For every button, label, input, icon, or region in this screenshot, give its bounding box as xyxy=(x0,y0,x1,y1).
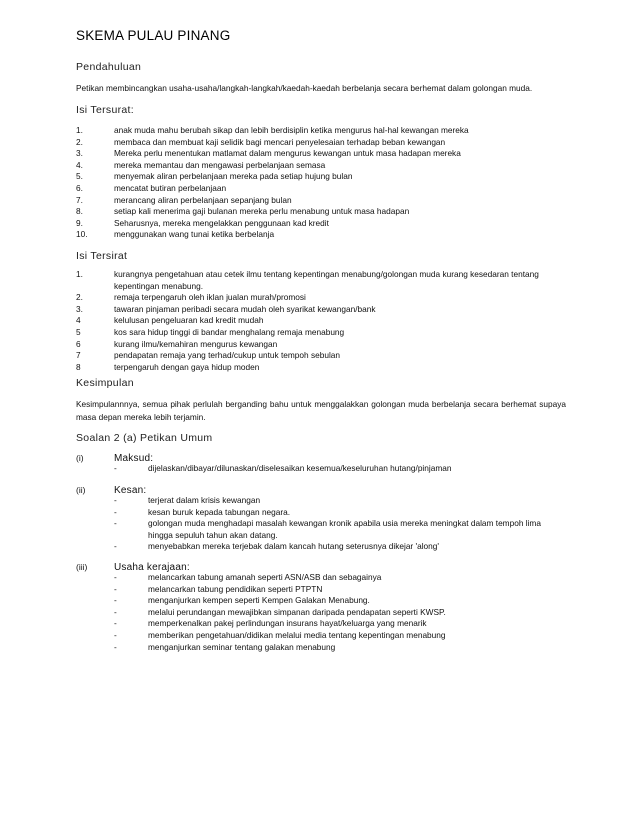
list-item xyxy=(76,183,566,195)
list-item xyxy=(76,206,566,218)
bullet-dash: - xyxy=(114,618,117,629)
list-item xyxy=(114,595,566,607)
list-item xyxy=(114,618,566,630)
list-item xyxy=(76,137,566,149)
item-text: tawaran pinjaman peribadi secara mudah oleh syarikat kewangan/bank xyxy=(114,303,376,314)
soalan-section-usaha-kerajaan xyxy=(76,562,566,662)
item-text: golongan muda menghadapi masalah kewangan kronik apabila usia mereka meningkat dalam tempoh lima hingga sepuluh tahun akan datang. xyxy=(148,518,541,540)
list-item xyxy=(76,229,566,241)
list-item xyxy=(76,350,566,362)
item-text: kurangnya pengetahuan atau cetek ilmu tentang kepentingan menabung/golongan muda kurang kesedaran tentang kepentingan menabung. xyxy=(114,269,539,291)
item-text: anak muda mahu berubah sikap dan lebih berdisiplin ketika mengurus hal-hal kewangan mereka xyxy=(114,125,469,135)
list-item xyxy=(76,315,566,327)
list-item xyxy=(114,584,566,596)
list-item xyxy=(114,572,566,584)
item-text: pendapatan remaja yang terhad/cukup untuk tempoh sebulan xyxy=(114,350,341,361)
item-number: 7. xyxy=(76,194,83,205)
item-text: Mereka perlu menentukan matlamat dalam mengurus kewangan untuk masa hadapan mereka xyxy=(114,148,461,159)
section-label: (iii) xyxy=(76,562,88,572)
item-text: memperkenalkan pakej perlindungan insurans hayat/keluarga yang menarik xyxy=(148,618,427,629)
soalan-heading: Soalan 2 (a) Petikan Umum xyxy=(76,432,213,444)
list-item xyxy=(76,269,566,292)
item-number: 5. xyxy=(76,171,83,182)
item-text: setiap kali menerima gaji bulanan mereka perlu menabung untuk masa hadapan xyxy=(114,206,410,217)
soalan-section-kesan xyxy=(76,485,566,555)
list-item xyxy=(76,292,566,304)
item-text: kesan buruk kepada tabungan negara. xyxy=(148,506,291,517)
item-number: 3. xyxy=(76,303,83,314)
soalan-section-maksud xyxy=(76,453,566,483)
item-text: menganjurkan seminar tentang galakan menabung xyxy=(148,641,336,652)
section-title: Maksud: xyxy=(114,453,154,464)
section-title: Usaha kerajaan: xyxy=(114,562,190,573)
item-number: 8 xyxy=(76,361,81,372)
section-items xyxy=(114,572,566,653)
list-item xyxy=(76,160,566,172)
list-item xyxy=(76,362,566,374)
list-item xyxy=(114,642,566,654)
page-title: SKEMA PULAU PINANG xyxy=(76,28,231,43)
section-label: (i) xyxy=(76,453,84,463)
item-number: 7 xyxy=(76,350,81,361)
item-text: Seharusnya, mereka mengelakkan penggunaan kad kredit xyxy=(114,217,329,228)
item-number: 1. xyxy=(76,269,83,279)
list-item xyxy=(76,339,566,351)
bullet-dash: - xyxy=(114,518,117,529)
item-text: menyebabkan mereka terjebak dalam kancah hutang seterusnya dikejar 'along' xyxy=(148,541,439,552)
isi-tersirat-list xyxy=(76,269,566,373)
item-number: 4 xyxy=(76,315,81,326)
item-text: mencatat butiran perbelanjaan xyxy=(114,182,227,193)
list-item xyxy=(114,630,566,642)
item-text: membaca dan membuat kaji selidik bagi mencari penyelesaian terhadap beban kewangan xyxy=(114,136,446,147)
item-number: 6 xyxy=(76,338,81,349)
isi-tersurat-heading: Isi Tersurat: xyxy=(76,104,134,116)
item-number: 3. xyxy=(76,148,83,159)
list-item xyxy=(114,607,566,619)
item-text: memberikan pengetahuan/didikan melalui media tentang kepentingan menabung xyxy=(148,629,446,640)
list-item xyxy=(114,518,566,541)
item-number: 9. xyxy=(76,217,83,228)
item-text: kos sara hidup tinggi di bandar menghalang remaja menabung xyxy=(114,326,345,337)
item-text: terjerat dalam krisis kewangan xyxy=(148,495,261,505)
bullet-dash: - xyxy=(114,629,117,640)
bullet-dash: - xyxy=(114,583,117,594)
item-number: 8. xyxy=(76,206,83,217)
section-items xyxy=(114,463,566,475)
list-item xyxy=(76,171,566,183)
list-item xyxy=(76,195,566,207)
item-number: 6. xyxy=(76,182,83,193)
item-text: mereka memantau dan mengawasi perbelanjaan semasa xyxy=(114,159,326,170)
pendahuluan-heading: Pendahuluan xyxy=(76,61,142,73)
item-text: melancarkan tabung amanah seperti ASN/ASB dan sebagainya xyxy=(148,572,382,582)
item-text: kelulusan pengeluaran kad kredit mudah xyxy=(114,315,264,326)
bullet-dash: - xyxy=(114,463,117,473)
section-title: Kesan: xyxy=(114,485,147,496)
item-text: menyemak aliran perbelanjaan mereka pada setiap hujung bulan xyxy=(114,171,353,182)
list-item xyxy=(114,463,566,475)
item-text: menganjurkan kempen seperti Kempen Galakan Menabung. xyxy=(148,595,370,606)
item-text: dijelaskan/dibayar/dilunaskan/diselesaikan kesemua/keseluruhan hutang/pinjaman xyxy=(148,463,452,473)
item-text: menggunakan wang tunai ketika berbelanja xyxy=(114,229,275,240)
item-text: melancarkan tabung pendidikan seperti PTPTN xyxy=(148,583,323,594)
item-number: 10. xyxy=(76,229,88,240)
item-text: merancang aliran perbelanjaan sepanjang bulan xyxy=(114,194,292,205)
item-number: 2. xyxy=(76,136,83,147)
list-item xyxy=(114,495,566,507)
isi-tersurat-list xyxy=(76,125,566,241)
item-number: 5 xyxy=(76,326,81,337)
list-item xyxy=(76,148,566,160)
isi-tersirat-heading: Isi Tersirat xyxy=(76,250,128,262)
item-number: 2. xyxy=(76,292,83,303)
item-text: melalui perundangan mewajibkan simpanan daripada pendapatan seperti KWSP. xyxy=(148,606,446,617)
kesimpulan-text: Kesimpulannnya, semua pihak perlulah berganding bahu untuk menggalakkan golongan muda berbelanja secara berhemat supaya masa depan mereka lebih terjamin. xyxy=(76,399,566,422)
section-label: (ii) xyxy=(76,485,86,495)
item-text: kurang ilmu/kemahiran mengurus kewangan xyxy=(114,338,278,349)
item-text: terpengaruh dengan gaya hidup moden xyxy=(114,361,260,372)
bullet-dash: - xyxy=(114,595,117,606)
bullet-dash: - xyxy=(114,506,117,517)
bullet-dash: - xyxy=(114,495,117,505)
list-item xyxy=(76,125,566,137)
bullet-dash: - xyxy=(114,641,117,652)
list-item xyxy=(76,218,566,230)
list-item xyxy=(76,327,566,339)
list-item xyxy=(114,541,566,553)
item-number: 4. xyxy=(76,159,83,170)
bullet-dash: - xyxy=(114,541,117,552)
pendahuluan-text: Petikan membincangkan usaha-usaha/langkah-langkah/kaedah-kaedah berbelanja secara berhemat dalam golongan muda. xyxy=(76,83,533,93)
kesimpulan-heading: Kesimpulan xyxy=(76,377,134,389)
list-item xyxy=(114,507,566,519)
section-items xyxy=(114,495,566,553)
item-number: 1. xyxy=(76,125,83,135)
bullet-dash: - xyxy=(114,606,117,617)
list-item xyxy=(76,304,566,316)
bullet-dash: - xyxy=(114,572,117,582)
item-text: remaja terpengaruh oleh iklan jualan murah/promosi xyxy=(114,292,306,303)
